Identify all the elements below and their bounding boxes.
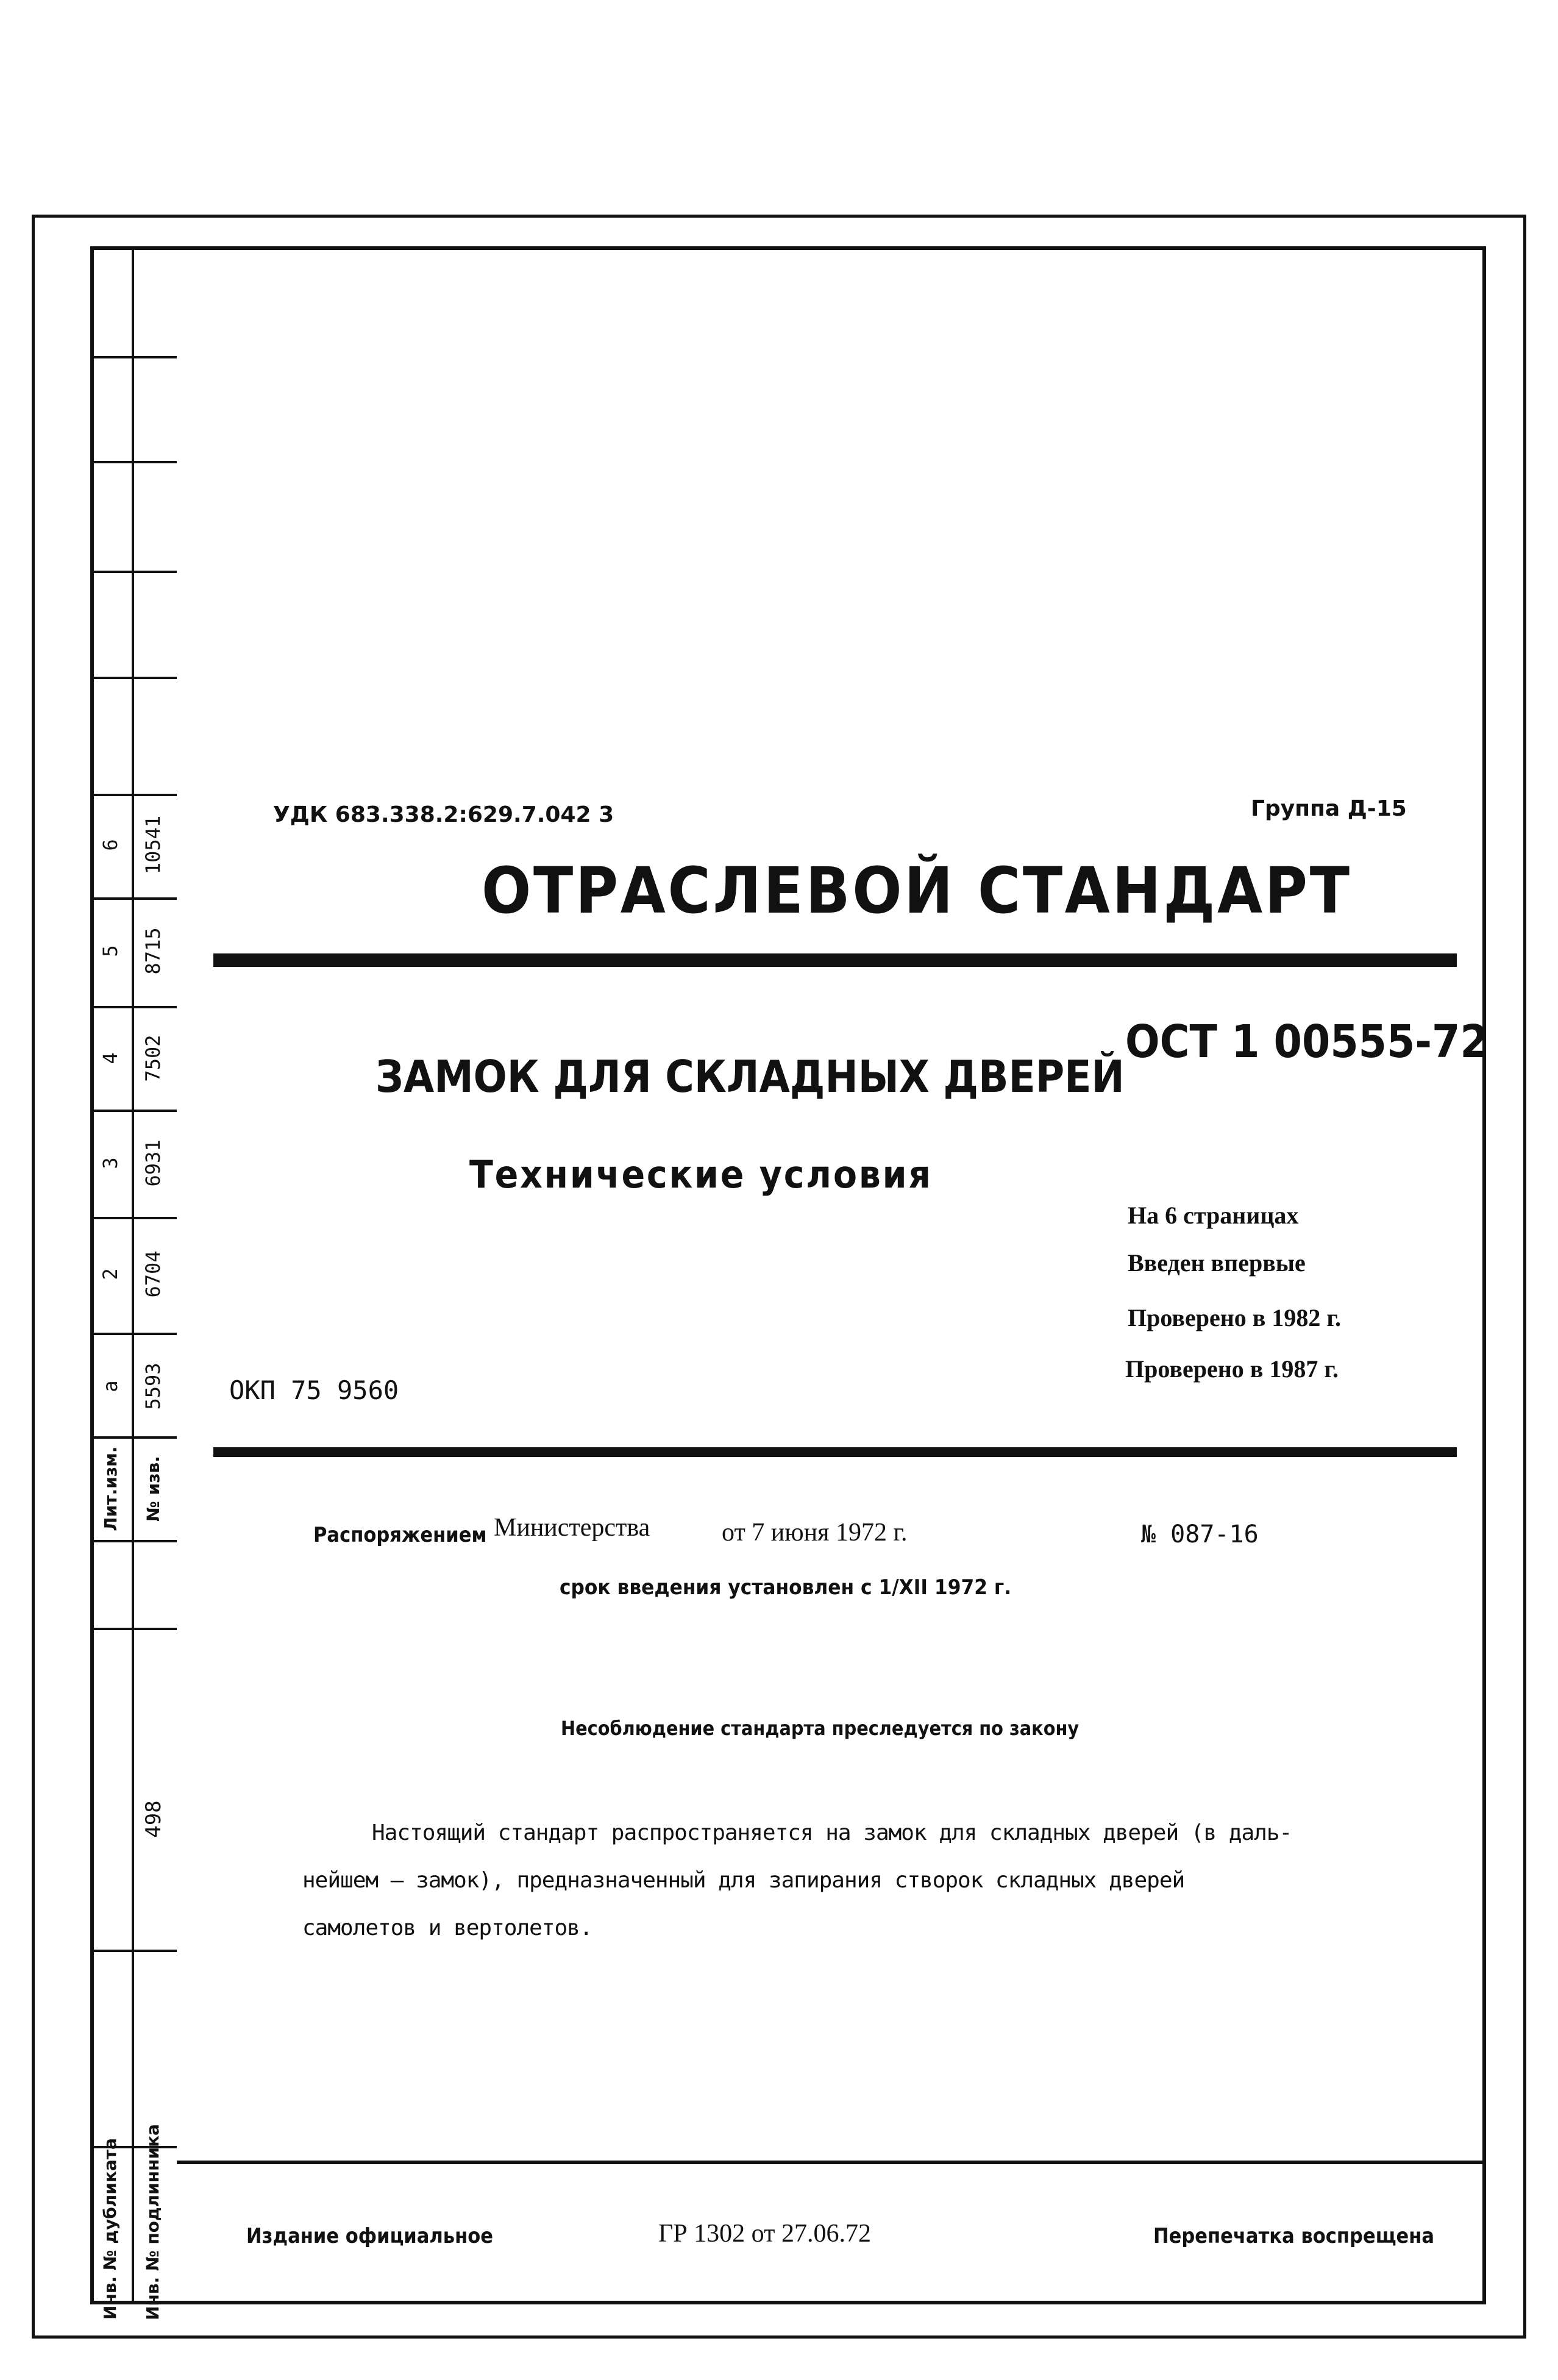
doc-subtitle: Технические условия xyxy=(469,1152,933,1197)
order-label: Распоряжением xyxy=(313,1523,487,1547)
lit-cell-1: а xyxy=(99,1380,122,1392)
izv-cell-2: 6704 xyxy=(141,1250,165,1298)
inv-podl-label: Инв. № подлинника xyxy=(143,2124,163,2320)
group-code: Группа Д-15 xyxy=(1251,796,1407,821)
izv-cell-4: 7502 xyxy=(141,1035,165,1082)
lit-cell-2: 2 xyxy=(99,1268,122,1280)
para-line-3: самолетов и вертолетов. xyxy=(302,1915,592,1940)
para-line-2: нейшем – замок), предназначенный для запирания створок складных дверей xyxy=(302,1868,1185,1893)
lit-cell-6: 6 xyxy=(99,839,122,851)
doc-introduced: Введен впервые xyxy=(1128,1249,1306,1277)
middle-rule xyxy=(213,1447,1457,1457)
izv-cell-3: 6931 xyxy=(141,1139,165,1187)
lit-izm-label: Лит.изм. xyxy=(101,1446,121,1531)
page-title: ОТРАСЛЕВОЙ СТАНДАРТ xyxy=(482,853,1352,928)
lit-cell-5: 5 xyxy=(99,945,122,957)
izv-cell-6: 10541 xyxy=(141,815,165,875)
doc-pages: На 6 страницах xyxy=(1128,1202,1299,1229)
footer-rule xyxy=(177,2161,1486,2164)
order-ministry: Министерства xyxy=(494,1514,650,1542)
doc-checked-1982: Проверено в 1982 г. xyxy=(1128,1304,1342,1331)
doc-checked-1987: Проверено в 1987 г. xyxy=(1125,1355,1339,1383)
okp-code: ОКП 75 9560 xyxy=(229,1375,399,1405)
doc-number: ОСТ 1 00555-72 xyxy=(1125,1016,1489,1068)
lit-cell-3: 3 xyxy=(99,1157,122,1169)
footer-edition: Издание официальное xyxy=(246,2224,494,2248)
izv-cell-1: 5593 xyxy=(141,1363,165,1410)
para-line-1: Настоящий стандарт распространяется на замок для складных дверей (в даль- xyxy=(372,1820,1292,1845)
law-warning: Несоблюдение стандарта преследуется по закону xyxy=(561,1717,1080,1740)
top-rule xyxy=(213,953,1457,967)
revision-strip xyxy=(90,246,177,2320)
doc-name: ЗАМОК ДЛЯ СКЛАДНЫХ ДВЕРЕЙ xyxy=(375,1051,1125,1102)
inv-dubl-label: Инв. № дубликата xyxy=(100,2138,120,2320)
order-term: срок введения установлен с 1/XII 1972 г. xyxy=(560,1575,1012,1600)
order-date: от 7 июня 1972 г. xyxy=(722,1519,908,1547)
footer-gr: ГР 1302 от 27.06.72 xyxy=(658,2220,871,2248)
izv-cell-5: 8715 xyxy=(141,927,165,975)
lit-cell-4: 4 xyxy=(99,1052,122,1064)
order-number: № 087-16 xyxy=(1141,1520,1259,1548)
inv-podl-value: 498 xyxy=(141,1800,166,1838)
udk-code: УДК 683.338.2:629.7.042 3 xyxy=(273,802,614,827)
no-izv-label: № изв. xyxy=(143,1456,163,1522)
footer-reprint: Перепечатка воспрещена xyxy=(1153,2224,1435,2248)
